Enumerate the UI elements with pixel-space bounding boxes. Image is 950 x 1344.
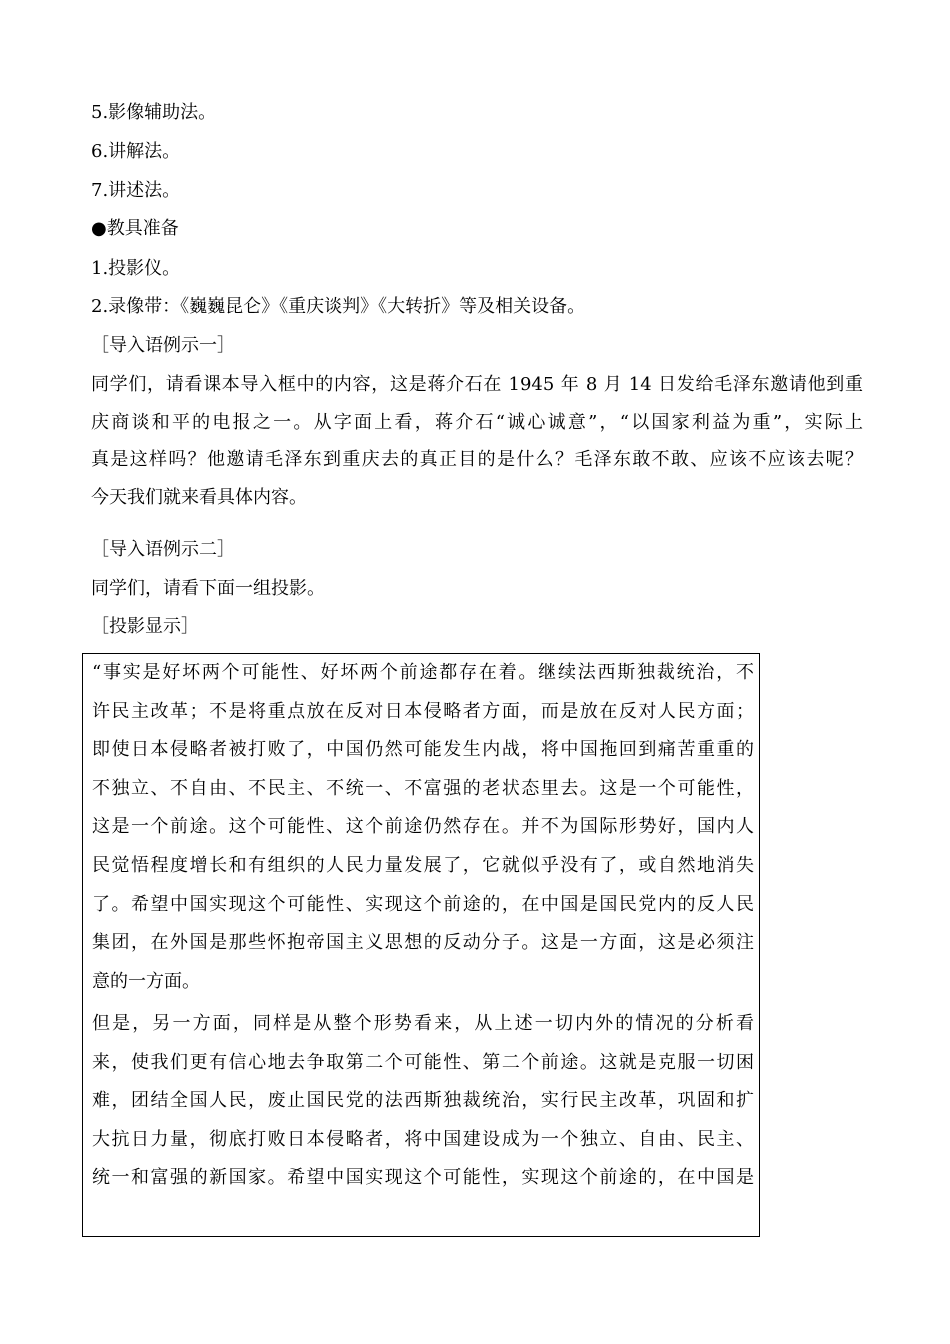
quote-line: 来，使我们更有信心地去争取第二个可能性、第二个前途。这就是克服一切困 <box>92 1051 754 1073</box>
quote-line: 许民主改革；不是将重点放在反对日本侵略者方面，而是放在反对人民方面； <box>92 700 754 722</box>
quote-line: 民觉悟程度增长和有组织的人民力量发展了，它就似乎没有了，或自然地消失 <box>92 854 754 876</box>
intro1-paragraph <box>91 366 863 516</box>
quote-paragraph-1 <box>92 654 754 1001</box>
intro1-line: 同学们，请看课本导入框中的内容，这是蒋介石在 1945 年 8 月 14 日发给毛泽东邀请他到重 <box>91 374 863 395</box>
intro1-line: 庆商谈和平的电报之一。从字面上看，蒋介石“诚心诚意”，“以国家利益为重”，实际上 <box>91 411 863 433</box>
quote-line: 集团，在外国是那些怀抱帝国主义思想的反动分子。这是一方面，这是必须注 <box>92 932 754 954</box>
intro1-line: 真是这样吗？他邀请毛泽东到重庆去的真正目的是什么？毛泽东敢不敢、应该不应该去呢？ <box>91 449 863 470</box>
projection-quote-box <box>82 653 760 1237</box>
quote-line: 大抗日力量，彻底打败日本侵略者，将中国建设成为一个独立、自由、民主、 <box>92 1128 754 1150</box>
tool-item-1: 1.投影仪。 <box>91 258 181 279</box>
quote-line: 了。希望中国实现这个可能性、实现这个前途的，在中国是国民党内的反人民 <box>92 893 754 915</box>
projection-heading: ［投影显示］ <box>91 616 199 637</box>
method-item-5: 5.影像辅助法。 <box>91 102 217 123</box>
quote-line: 难，团结全国人民，废止国民党的法西斯独裁统治，实行民主改革，巩固和扩 <box>92 1090 754 1112</box>
quote-line: 统一和富强的新国家。希望中国实现这个可能性，实现这个前途的，在中国是 <box>92 1167 754 1189</box>
intro1-heading: ［导入语例示一］ <box>91 335 235 356</box>
intro2-heading: ［导入语例示二］ <box>91 539 235 560</box>
intro1-line: 今天我们就来看具体内容。 <box>91 486 307 508</box>
quote-line: 意的一方面。 <box>92 970 200 992</box>
quote-paragraph-2 <box>92 1005 754 1198</box>
quote-line: 不独立、不自由、不民主、不统一、不富强的老状态里去。这是一个可能性， <box>92 777 754 799</box>
tools-heading: ●教具准备 <box>91 218 179 239</box>
method-item-7: 7.讲述法。 <box>91 180 181 201</box>
quote-line: 这是一个前途。这个可能性、这个前途仍然存在。并不为国际形势好，国内人 <box>92 816 754 838</box>
quote-line: “事实是好坏两个可能性、好坏两个前途都存在着。继续法西斯独裁统治，不 <box>92 662 754 683</box>
method-item-6: 6.讲解法。 <box>91 141 181 162</box>
quote-line: 但是，另一方面，同样是从整个形势看来，从上述一切内外的情况的分析看 <box>92 1013 754 1034</box>
quote-line: 即使日本侵略者被打败了，中国仍然可能发生内战，将中国拖回到痛苦重重的 <box>92 739 754 761</box>
intro2-text: 同学们，请看下面一组投影。 <box>91 578 325 599</box>
tool-item-2: 2.录像带：《巍巍昆仑》《重庆谈判》《大转折》等及相关设备。 <box>91 296 586 317</box>
